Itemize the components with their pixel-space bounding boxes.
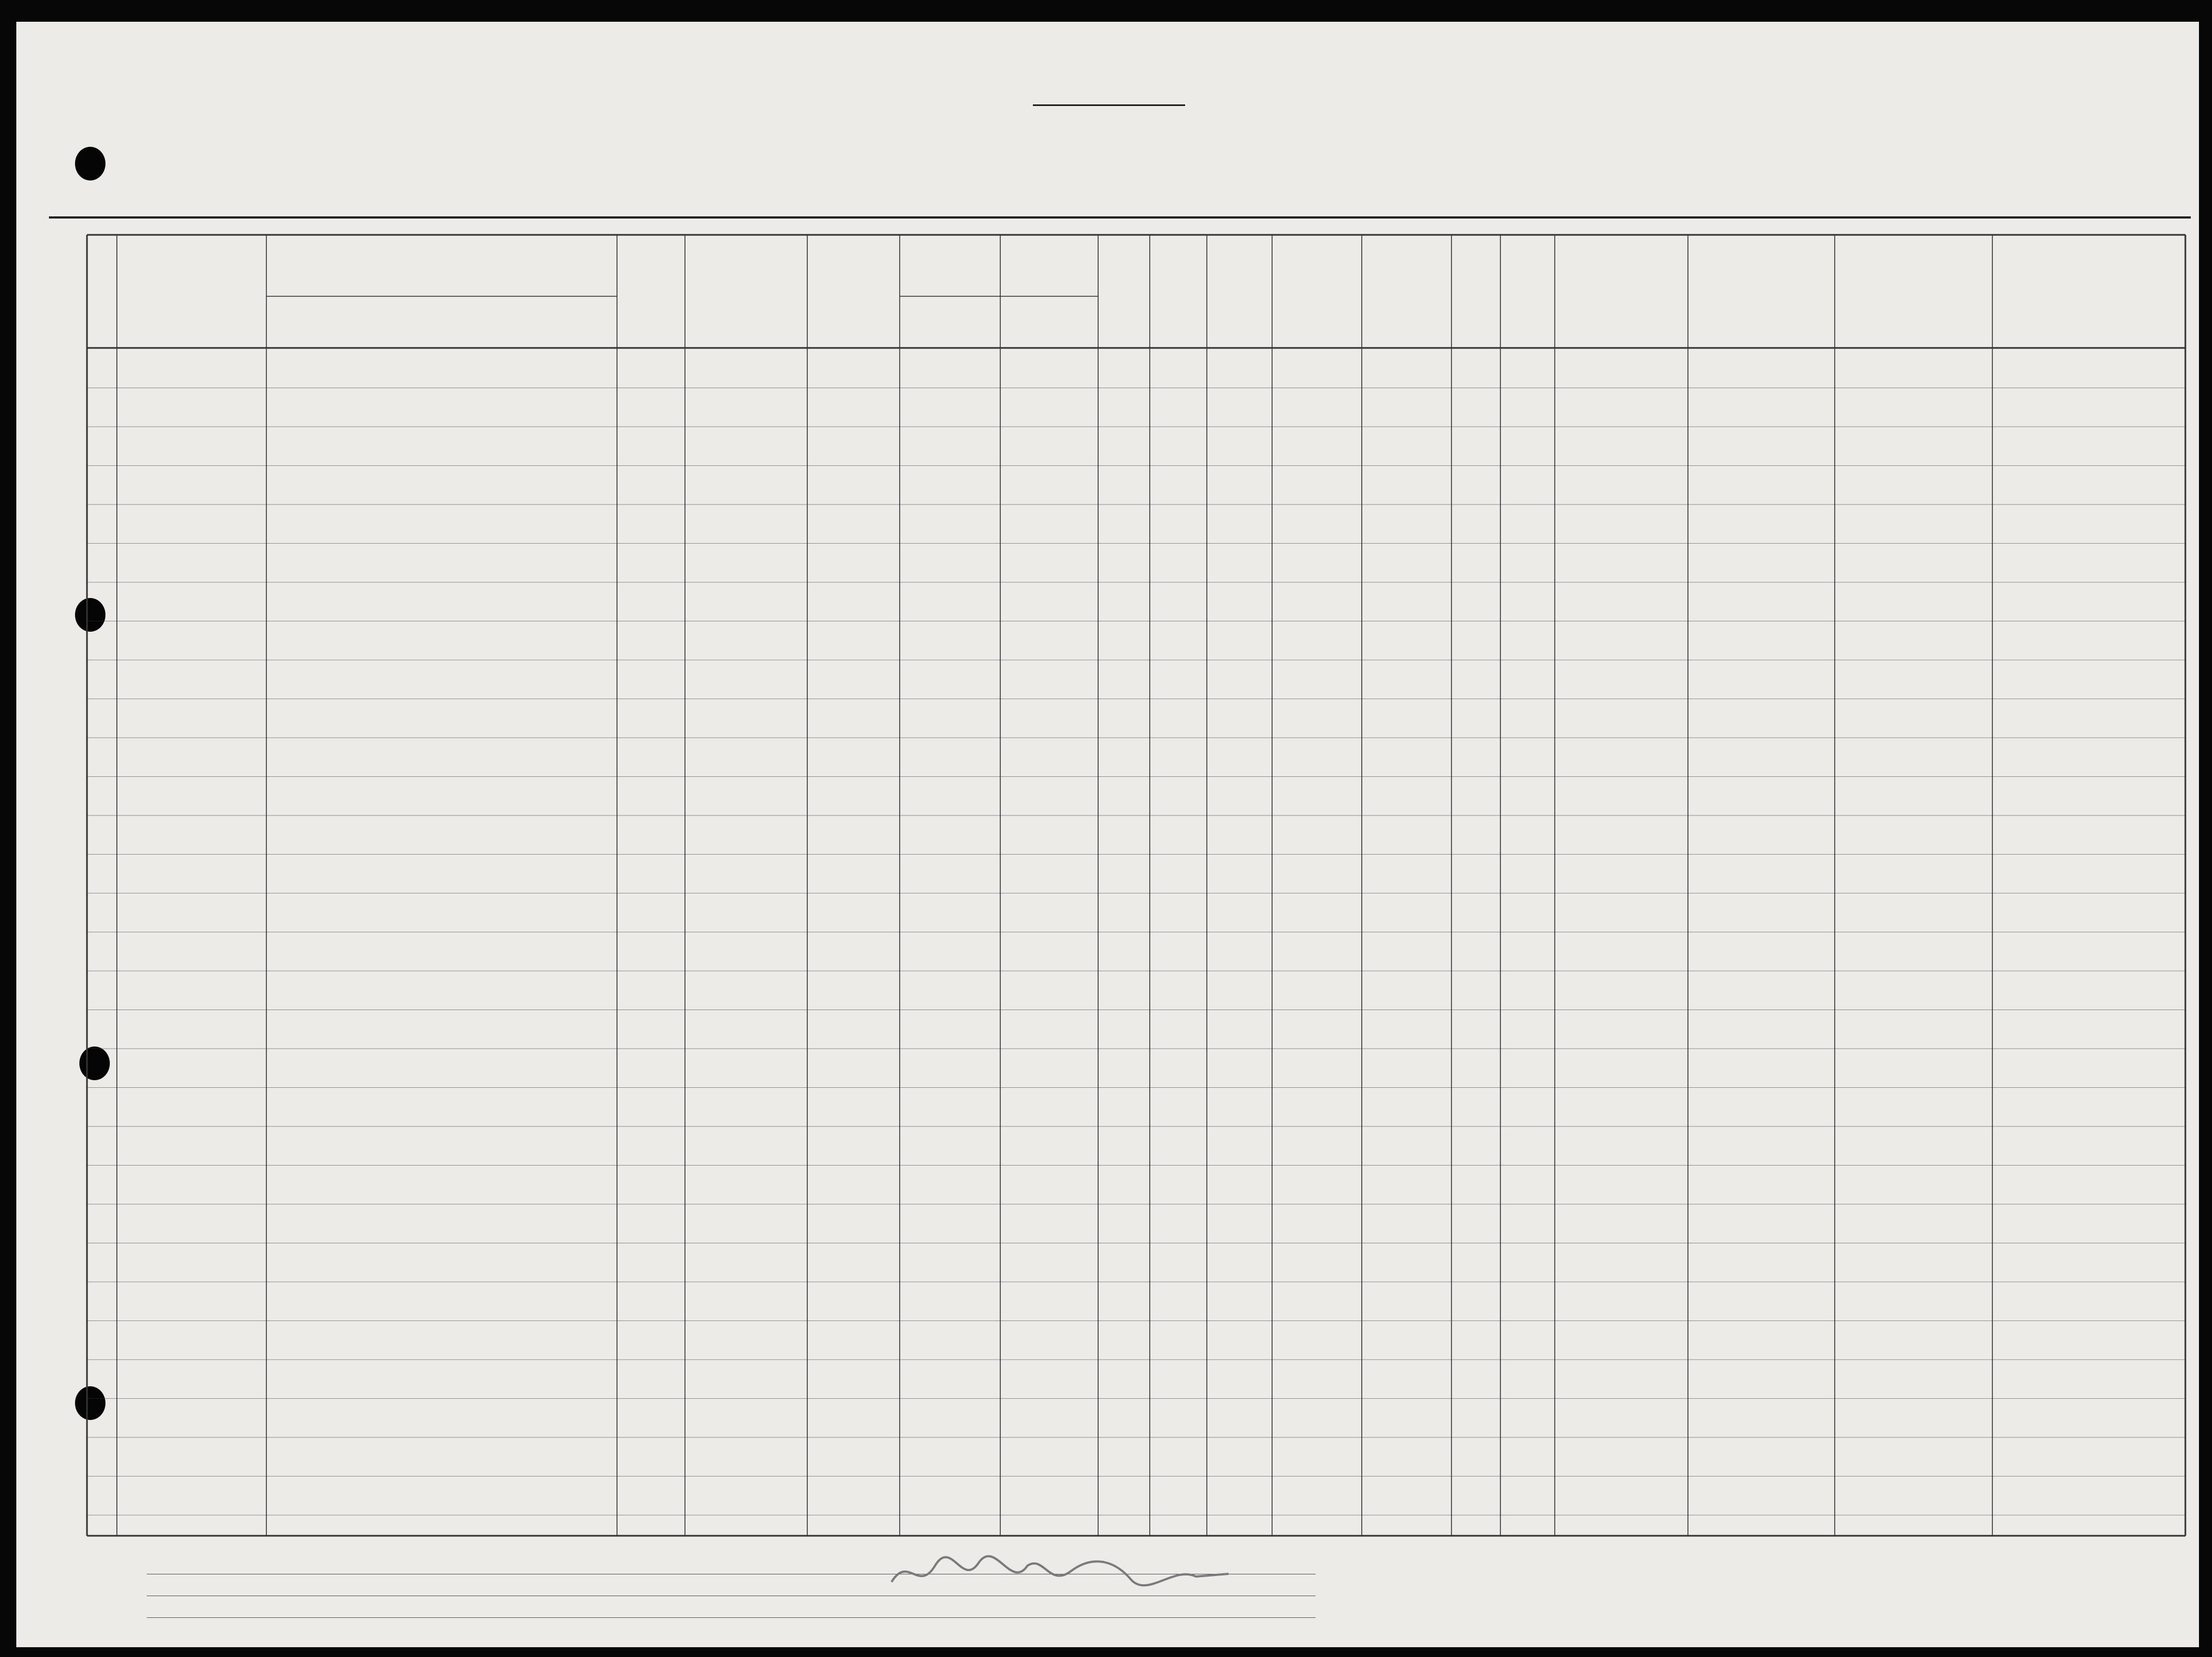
manifest-sheet — [16, 22, 2199, 1647]
table-grid — [16, 22, 2199, 1647]
inspector-signature — [886, 1549, 1234, 1598]
footer-rule-3 — [147, 1617, 1316, 1618]
